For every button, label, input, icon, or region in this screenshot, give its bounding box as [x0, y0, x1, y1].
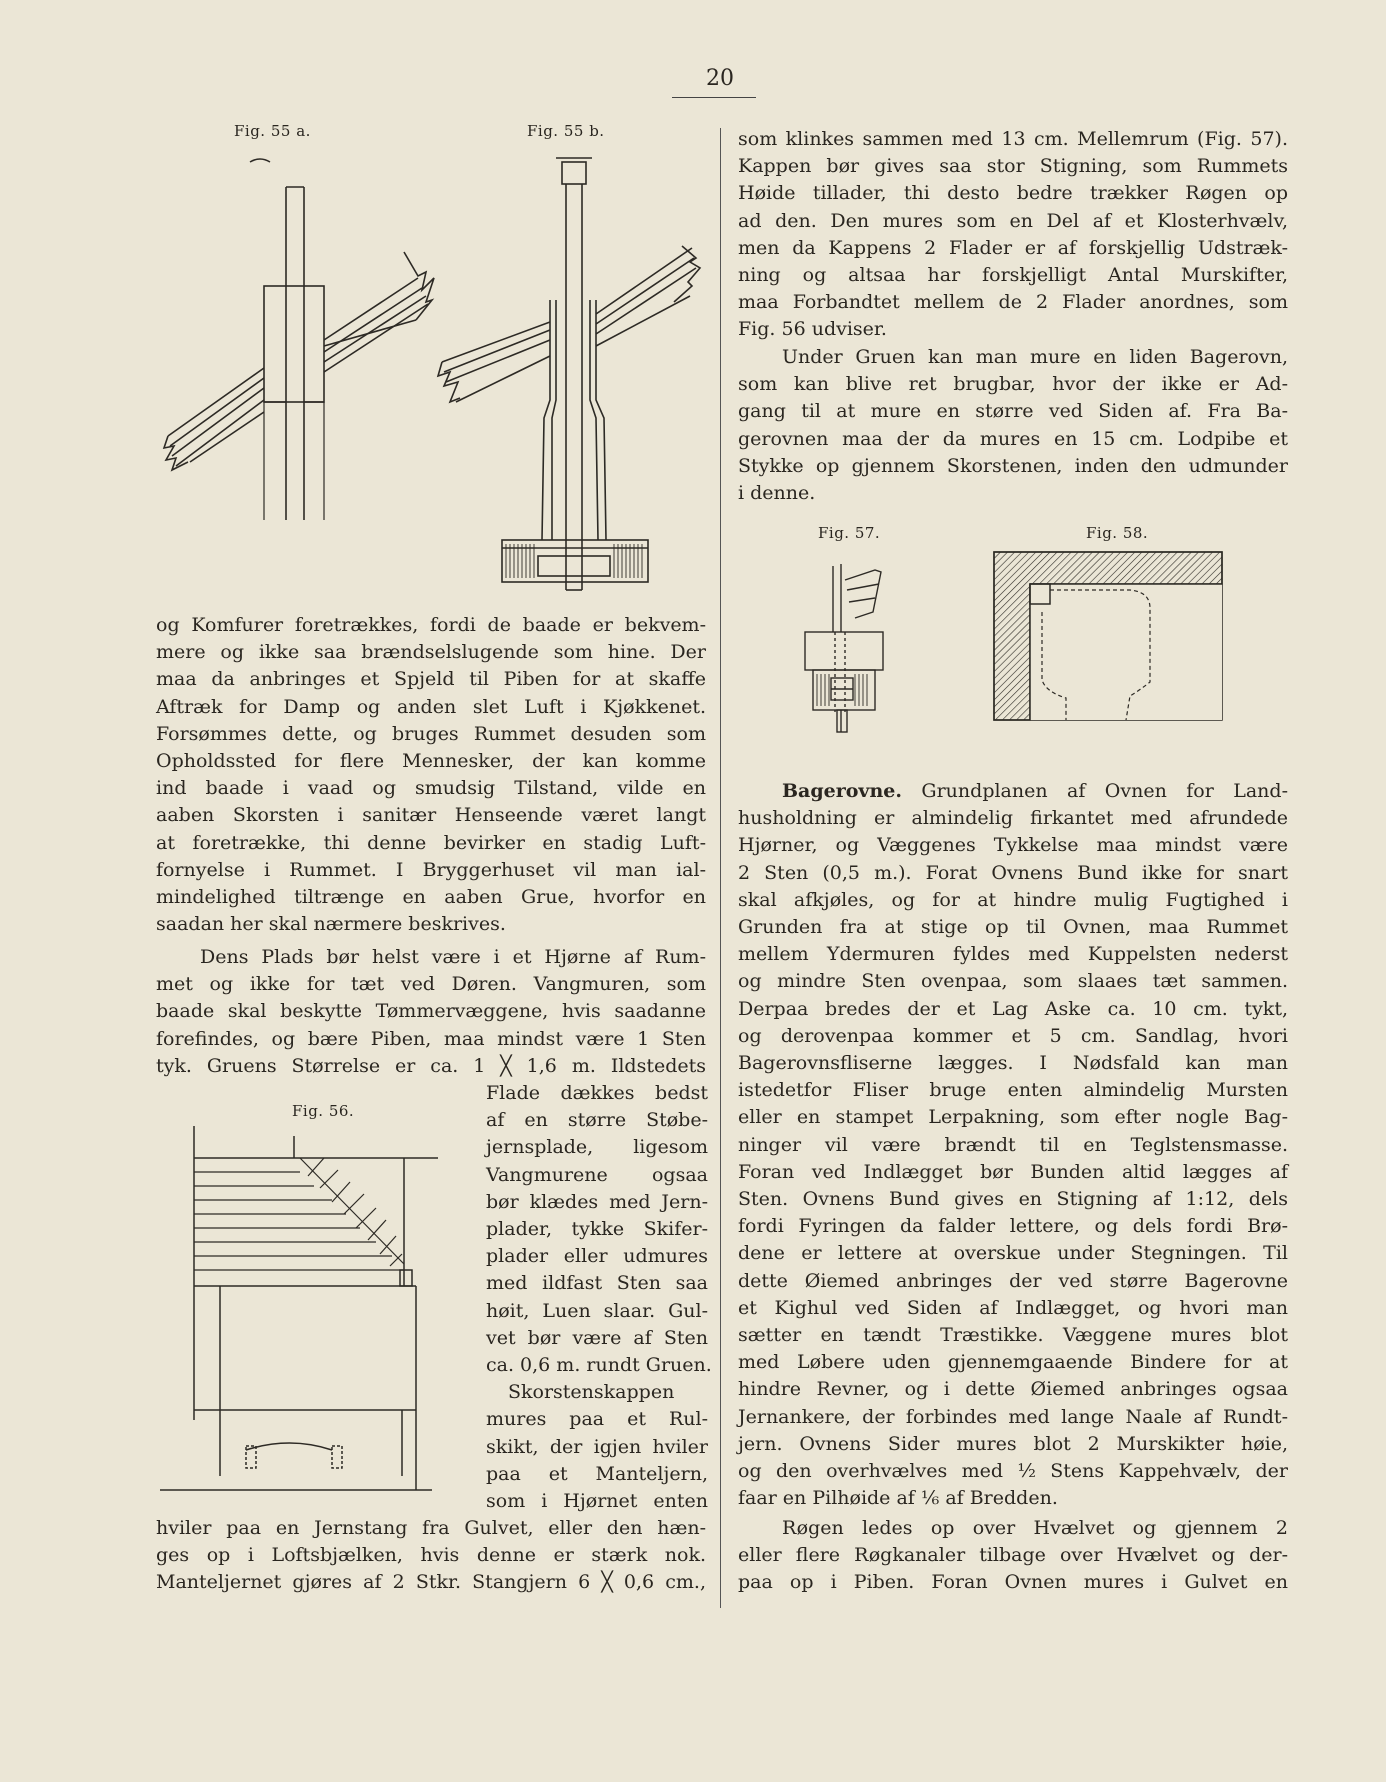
left-paragraph-2	[156, 944, 706, 1080]
text-line: Kappen bør gives saa stor Stigning, som Rummets	[738, 155, 1288, 178]
text-line: Under Gruen kan man mure en liden Bagerovn,	[782, 346, 1288, 368]
text-line: Dens Plads bør helst være i et Hjørne af Rum-	[200, 946, 706, 968]
text-line: dene er lettere at overskue under Stegningen. Til	[738, 1242, 1288, 1265]
text-line: Foran ved Indlægget bør Bunden altid lægges af	[738, 1160, 1288, 1183]
text-line: som klinkes sammen med 13 cm. Mellemrum (Fig. 57).	[738, 128, 1288, 150]
section-heading-bagerovne: Bagerovne.	[782, 780, 902, 802]
text-line: fornyelse i Rummet. I Bryggerhuset vil man ial-	[156, 858, 706, 881]
text-line: og mindre Sten ovenpaa, som slaaes tæt sammen.	[738, 970, 1288, 993]
fig55a-caption: Fig. 55 a.	[234, 122, 311, 140]
text-line: fordi Fyringen da falder lettere, og dels fordi Brø-	[738, 1215, 1288, 1238]
text-line: Derpaa bredes der et Lag Aske ca. 10 cm. tykt,	[738, 997, 1288, 1020]
text-line: ind baade i vaad og smudsig Tilstand, vilde en	[156, 777, 706, 800]
text-line: vet bør være af Sten	[486, 1326, 708, 1349]
text-line: gerovnen maa der da mures en 15 cm. Lodpibe et	[738, 427, 1288, 450]
text-line: mellem Ydermuren fyldes med Kuppelsten nederst	[738, 943, 1288, 966]
text-line-rest: Grundplanen af Ovnen for Land-	[921, 780, 1289, 802]
text-line: Forsømmes dette, og bruges Rummet desuden som	[156, 722, 706, 745]
text-line: gang til at mure en større ved Siden af. Fra Ba-	[738, 400, 1288, 423]
right-paragraph-4	[738, 1515, 1288, 1597]
text-line: af en større Støbe-	[486, 1109, 708, 1132]
text-line: mere og ikke saa brændselslugende som hine. Der	[156, 641, 706, 664]
text-line: dette Øiemed anbringes der ved større Bagerovne	[738, 1269, 1288, 1292]
text-line: 2 Sten (0,5 m.). Forat Ovnens Bund ikke for snart	[738, 861, 1288, 884]
text-line: jernsplade, ligesom	[486, 1136, 708, 1159]
right-paragraph-2	[738, 344, 1288, 507]
text-line: Sten. Ovnens Bund gives en Stigning af 1:12, dels	[738, 1188, 1288, 1211]
text-line: aaben Skorsten i sanitær Henseende været langt	[156, 804, 706, 827]
text-line: ges op i Loftsbjælken, hvis denne er stærk nok.	[156, 1544, 706, 1567]
text-line: forefindes, og bære Piben, maa mindst være 1 Sten	[156, 1027, 706, 1050]
text-line: paa et Manteljern,	[486, 1462, 708, 1485]
left-paragraph-1	[156, 612, 706, 938]
text-line: Vangmurene ogsaa	[486, 1163, 708, 1186]
text-line: istedetfor Fliser bruge enten almindelig Mursten	[738, 1079, 1288, 1102]
fig55a-chimney-roof-drawing	[160, 150, 440, 530]
text-line: Røgen ledes op over Hvælvet og gjennem 2	[782, 1517, 1288, 1539]
fig58-caption: Fig. 58.	[1086, 524, 1149, 542]
text-line: Skorstenskappen	[508, 1381, 675, 1404]
fig55b-chimney-base-drawing	[430, 150, 710, 600]
text-line: Flade dækkes bedst	[486, 1082, 708, 1104]
text-line: ning og altsaa har forskjelligt Antal Murskifter,	[738, 264, 1288, 287]
text-line: ca. 0,6 m. rundt Gruen.	[486, 1354, 712, 1377]
text-line: husholdning er almindelig firkantet med afrundede	[738, 807, 1288, 830]
left-wrap-paragraph-2	[486, 1080, 712, 1515]
text-line: sætter en tændt Træstikke. Væggene mures blot	[738, 1324, 1288, 1347]
text-line: mindelighed tiltrænge en aaben Grue, hvorfor en	[156, 886, 706, 909]
text-line: hviler paa en Jernstang fra Gulvet, eller den hæn-	[156, 1517, 706, 1539]
text-line: i denne.	[738, 482, 816, 505]
text-line: Aftræk for Damp og anden slet Luft i Kjøkkenet.	[156, 695, 706, 718]
text-line: Jernankere, der forbindes med lange Naale af Rundt-	[738, 1405, 1288, 1428]
text-line: eller flere Røgkanaler tilbage over Hvælvet og der-	[738, 1544, 1288, 1567]
text-line	[738, 778, 1288, 805]
text-line: og derovenpaa kommer et 5 cm. Sandlag, hvori	[738, 1024, 1288, 1047]
text-line: Bagerovnsfliserne lægges. I Nødsfald kan man	[738, 1052, 1288, 1075]
fig57-hood-detail-drawing	[795, 562, 895, 752]
text-line: faar en Pilhøide af ⅙ af Bredden.	[738, 1487, 1058, 1510]
text-line: et Kighul ved Siden af Indlægget, og hvori man	[738, 1296, 1288, 1319]
text-line: bør klædes med Jern-	[486, 1190, 708, 1213]
text-line: plader eller udmures	[486, 1245, 708, 1268]
text-line: som i Hjørnet enten	[486, 1490, 708, 1513]
text-line: Grunden fra at stige op til Ovnen, maa Rummet	[738, 916, 1288, 939]
text-line: ad den. Den mures som en Del af et Klosterhvælv,	[738, 209, 1288, 232]
text-line: som kan blive ret brugbar, hvor der ikke er Ad-	[738, 373, 1288, 396]
column-divider	[720, 128, 721, 1608]
page-number-rule	[672, 97, 756, 98]
left-paragraph-3	[156, 1515, 706, 1597]
fig55b-caption: Fig. 55 b.	[527, 122, 605, 140]
text-line: mures paa et Rul-	[486, 1408, 708, 1431]
page-number: 20	[706, 66, 734, 91]
text-line: maa da anbringes et Spjeld til Piben for at skaffe	[156, 668, 706, 691]
text-line: Hjørner, og Væggenes Tykkelse maa mindst være	[738, 834, 1288, 857]
text-line: ninger vil være brændt til en Teglstensmasse.	[738, 1133, 1288, 1156]
text-line: og den overhvælves med ½ Stens Kappehvælv, der	[738, 1460, 1288, 1483]
text-line: høit, Luen slaar. Gul-	[486, 1299, 708, 1322]
text-line: Høide tillader, thi desto bedre trækker Røgen op	[738, 182, 1288, 205]
text-line: at foretrække, thi denne bevirker en stadig Luft-	[156, 831, 706, 854]
fig56-chimney-hood-drawing	[160, 1120, 440, 1510]
text-line: og Komfurer foretrækkes, fordi de baade er bekvem-	[156, 614, 706, 636]
text-line: skal afkjøles, og for at hindre mulig Fugtighed i	[738, 888, 1288, 911]
text-line: maa Forbandtet mellem de 2 Flader anordnes, som	[738, 291, 1288, 314]
text-line: hindre Revner, og i dette Øiemed anbringes ogsaa	[738, 1378, 1288, 1401]
fig58-oven-plan-drawing	[990, 548, 1226, 724]
text-line: med Løbere uden gjennemgaaende Bindere for at	[738, 1351, 1288, 1374]
text-line: met og ikke for tæt ved Døren. Vangmuren, som	[156, 973, 706, 996]
text-line: tyk. Gruens Størrelse er ca. 1 ╳ 1,6 m. Ildstedets	[156, 1054, 706, 1077]
text-line: skikt, der igjen hviler	[486, 1435, 708, 1458]
text-line: paa op i Piben. Foran Ovnen mures i Gulvet en	[738, 1571, 1288, 1594]
text-line: saadan her skal nærmere beskrives.	[156, 913, 506, 936]
text-line: Fig. 56 udviser.	[738, 318, 887, 341]
fig56-caption: Fig. 56.	[292, 1102, 355, 1120]
right-paragraph-3-bagerovne	[738, 778, 1288, 1512]
fig57-caption: Fig. 57.	[818, 524, 881, 542]
text-line: Manteljernet gjøres af 2 Stkr. Stangjern 6 ╳ 0,6 cm.,	[156, 1571, 706, 1594]
text-line: Stykke op gjennem Skorstenen, inden den udmunder	[738, 454, 1288, 477]
right-paragraph-1	[738, 126, 1288, 344]
text-line: plader, tykke Skifer-	[486, 1218, 708, 1241]
text-line: Opholdssted for flere Mennesker, der kan komme	[156, 750, 706, 773]
text-line: men da Kappens 2 Flader er af forskjellig Udstræk-	[738, 236, 1288, 259]
text-line: jern. Ovnens Sider mures blot 2 Murskikter høie,	[738, 1432, 1288, 1455]
text-line: eller en stampet Lerpakning, som efter nogle Bag-	[738, 1106, 1288, 1129]
text-line: med ildfast Sten saa	[486, 1272, 708, 1295]
text-line: baade skal beskytte Tømmervæggene, hvis saadanne	[156, 1000, 706, 1023]
